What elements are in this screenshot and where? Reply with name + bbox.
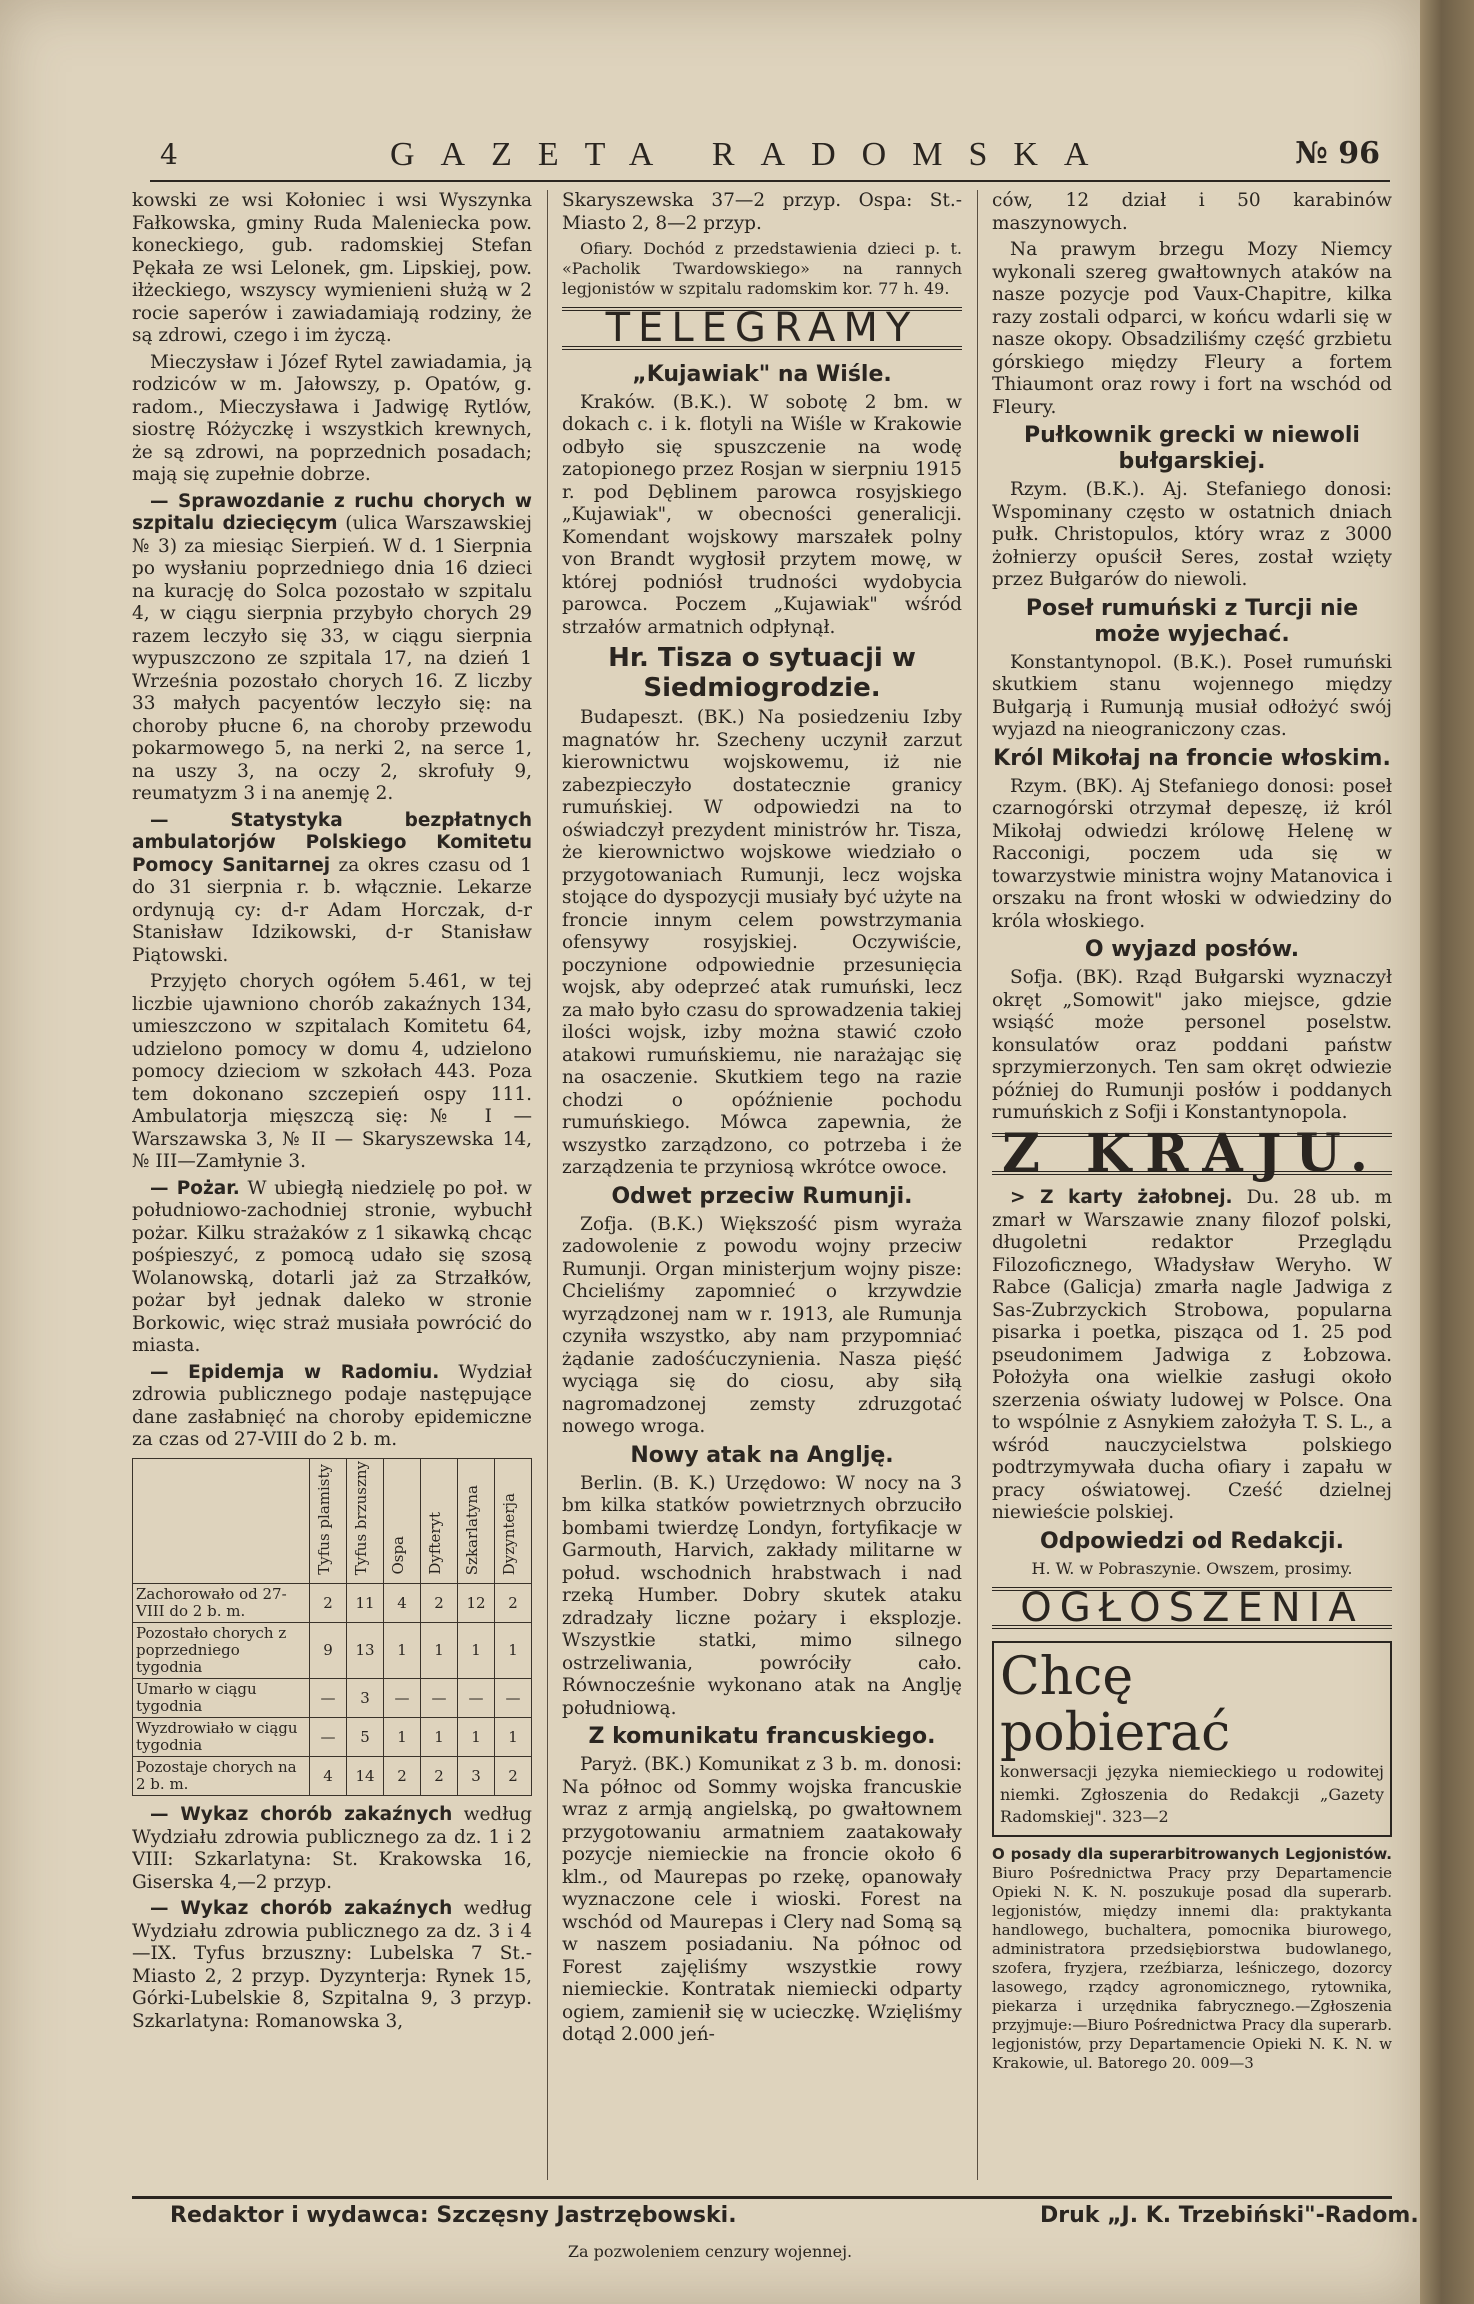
- article-sprawozdanie: [132, 491, 532, 806]
- table-cell: 5: [347, 1718, 384, 1757]
- page-number: 4: [160, 138, 178, 171]
- article-text: Wydział zdrowia publicznego podaje następujące dane zasłabnięć na choroby epidemiczne za czas od 27-VIII do 2 b. m.: [132, 1361, 532, 1450]
- article-text: Du. 28 ub. m zmarł w Warszawie znany filozof polski, długoletni redaktor Przeglądu Filozoficznego, Władysław Weryho. W Rabce (Galicja) zmarła nagle Jadwiga z Sas-Zubrzyckich Strobowa, popularna pisarka i poetka, pisząca od 1. 25 pod pseudonimem Jadwiga z Łobzowa. Położyła ona wielkie zasługi około szerzenia oświaty ludowej w Polsce. Ona to wspólnie z Asnykiem założyła T. S. L., a wśród nauczycielstwa polskiego podtrzymywała ducha ofiary i zapału w pracy oświatowej. Cześć dzielnej niewieście polskiej.: [992, 1187, 1392, 1523]
- advertisement: [992, 1641, 1392, 1837]
- article-text: Rzym. (BK). Aj Stefaniego donosi: poseł czarnogórski otrzymał depeszę, iż król Mikołaj odwiedzi królowę Helenę w Racconigi, poczem uda się w towarzystwie ministra wojny Matanovica i orszaku na front włoski w odwiedziny do króla włoskiego.: [992, 775, 1392, 932]
- article-text: Paryż. (BK.) Komunikat z 3 b. m. donosi: Na północ od Sommy wojska francuskie wraz z armją angielską, po gwałtownem przygotowaniu armatniem zaatakowały pozycje niemieckie na froncie około 6 klm., od Maurepas po rzekę, opanowały wyznaczone cele i wioski. Forest na wschód od Maurepas i Clery nad Somą są w naszem posiadaniu. Na północ od Forest zajęliśmy wszystkie rowy niemieckie. Kontratak niemiecki odparty ogiem, zamienił się w ucieczkę. Wzięliśmy dotąd 2.000 jeń-: [562, 1754, 962, 2045]
- table-row: [133, 1584, 532, 1623]
- article-headline: Poseł rumuński z Turcji nie może wyjechać.: [1025, 595, 1359, 647]
- column-header: Tyfus brzuszny: [347, 1458, 384, 1584]
- footer-rule: [132, 2196, 1392, 2199]
- column-header: Ospa: [384, 1458, 421, 1584]
- binding-spine: [1420, 0, 1474, 2304]
- epidemic-table: [132, 1458, 532, 1797]
- article-headline: Hr. Tisza o sytuacji w Siedmiogrodzie.: [608, 643, 916, 703]
- table-corner: [133, 1458, 310, 1584]
- table-cell: 2: [310, 1584, 347, 1623]
- table-cell: 11: [347, 1584, 384, 1623]
- paragraph: Ofiary. Dochód z przedstawienia dzieci p. t. «Pacholik Twardowskiego» na rannych legjonistów w szpitalu radomskim kor. 77 h. 49.: [562, 239, 962, 298]
- article-text: Zofja. (B.K.) Większość pism wyraża zadowolenie z powodu wojny przeciw Rumunji. Organ ministerjum wojny pisze: Chcieliśmy zapomnieć o krzywdzie wyrządzonej nam w r. 1913, ale Rumunja czyniła wszystko, aby nam przypomniać żądanie zadośćuczynienia. Nasza pięść wyciąga się do ciosu, aby siłą nagromadzonej zemsty zdruzgotać nowego wroga.: [562, 1213, 962, 1437]
- table-row: [133, 1718, 532, 1757]
- table-cell: —: [310, 1718, 347, 1757]
- article-headline: Król Mikołaj na froncie włoskim.: [993, 745, 1391, 771]
- article-wykaz-2: [132, 1898, 532, 2033]
- article-headline: Pułkownik grecki w niewoli bułgarskiej.: [1024, 423, 1360, 474]
- ogloszenia-heading: OGŁOSZENIA: [992, 1587, 1392, 1630]
- table-cell: 1: [495, 1718, 532, 1757]
- table-cell: 9: [310, 1623, 347, 1679]
- table-cell: 1: [458, 1623, 495, 1679]
- paragraph: Na prawym brzegu Mozy Niemcy wykonali szereg gwałtownych ataków na nasze pozycje pod Vaux-Chapitre, kilka razy zostali odparci, w końcu wdarli się w nasze okopy. Obsadziliśmy część grzbietu górskiego między Fleury a fortem Thiaumont oraz rowy i fort na wschód od Fleury.: [992, 239, 1392, 418]
- table-row: [133, 1679, 532, 1718]
- column-divider: [977, 190, 978, 2180]
- table-cell: 2: [384, 1757, 421, 1796]
- article-lead: — Wykaz chorób zakaźnych: [150, 1804, 453, 1826]
- table-cell: 2: [495, 1584, 532, 1623]
- footer-printer: Druk „J. K. Trzebiński"-Radom.: [1040, 2203, 1419, 2228]
- article-text: Sofja. (BK). Rząd Bułgarski wyznaczył okręt „Somowit" jako miejsce, gdzie wsiąść może personel poselstw. konsulatów oraz poddani państw sprzymierzonych. Ten sam okręt odwiezie później do Rumunji posłów i poddanych rumuńskich z Sofji i Konstantynopola.: [992, 967, 1392, 1123]
- table-cell: 1: [458, 1718, 495, 1757]
- article-lead: > Z karty żałobnej.: [1010, 1187, 1233, 1208]
- article-text: (ulica Warszawskiej № 3) za miesiąc Sierpień. W d. 1 Sierpnia po wysłaniu poprzedniego dnia 16 dzieci na kurację do Solca pozostało w szpitalu 4, w ciągu sierpnia przybyło chorych 29 razem leczyło się 33, w ciągu sierpnia wypuszczono ze szpitala 17, na dzień 1 Września pozostało chorych 16. Z liczby 33 małych pacyentów leczyło się: na choroby płucne 6, na choroby przewodu pokarmowego 5, na nerki 2, na serce 1, na uszy 3, na oczy 2, skrofuły 9, reumatyzm 3 i na anemję 2.: [132, 513, 532, 804]
- newspaper-title: GAZETA RADOMSKA: [390, 136, 1115, 173]
- article-text: Konstantynopol. (B.K.). Poseł rumuński skutkiem stanu wojennego między Bułgarją i Rumunją musiał odłożyć swój wyjazd na nieograniczony czas.: [992, 651, 1392, 740]
- article-text: Berlin. (B. K.) Urzędowo: W nocy na 3 bm kilka statków powietrznych obrzuciło bombami twierdzę Londyn, fortyfikacje w Garmouth, Harvich, zakłady militarne w połud. wschodnich hrabstwach i nad rzeką Humber. Dobry skutek ataku zdradzały liczne pożary i eksplozje. Wszystkie statki, mimo silnego ostrzeliwania, powróciły cało. Równocześnie wykonano atak na Anglję południową.: [562, 1472, 962, 1719]
- column-divider: [547, 190, 548, 2180]
- column-header: Dyfteryt: [421, 1458, 458, 1584]
- header-rule: [150, 180, 1390, 182]
- table-cell: 1: [384, 1623, 421, 1679]
- ad-text: konwersacji języka niemieckiego u rodowitej niemki. Zgłoszenia do Redakcji „Gazety Radomskiej". 323—2: [1000, 1762, 1384, 1826]
- table-cell: 3: [458, 1757, 495, 1796]
- column-2: [562, 190, 962, 2180]
- table-cell: 14: [347, 1757, 384, 1796]
- table-cell: —: [458, 1679, 495, 1718]
- telegramy-heading: TELEGRAMY: [562, 307, 962, 350]
- article-epidemja: [132, 1362, 532, 1452]
- article-text: Rzym. (B.K.). Aj. Stefaniego donosi: Wspominany często w ostatnich dniach pułk. Christopulos, który wraz z 3000 żołnierzy opuścił Seres, został wzięty przez Bułgarów do niewoli.: [992, 479, 1392, 590]
- paragraph: ców, 12 dział i 50 karabinów maszynowych.: [992, 190, 1392, 234]
- article-text: Kraków. (B.K.). W sobotę 2 bm. w dokach c. i k. flotyli na Wiśle w Krakowie odbyło się spuszczenie na wodę zatopionego przez Rosjan w sierpniu 1915 r. pod Dęblinem parowca rosyjskiego „Kujawiak", w obecności generalicji. Komendant wojskowy marszałek polny von Brandt wygłosił przytem mowę, w której podniósł trudności wydobycia parowca. Poczem „Kujawiak" wśród strzałów armatnich odpłynął.: [562, 391, 962, 638]
- article-headline: Nowy atak na Anglję.: [630, 1442, 894, 1468]
- row-label: Wyzdrowiało w ciągu tygodnia: [133, 1718, 310, 1757]
- odpowiedzi-heading: Odpowiedzi od Redakcji.: [1040, 1528, 1344, 1554]
- column-header: Dyzynterja: [495, 1458, 532, 1584]
- paragraph: Skaryszewska 37—2 przyp. Ospa: St.-Miasto 2, 8—2 przyp.: [562, 190, 962, 234]
- paragraph: Przyjęto chorych ogółem 5.461, w tej liczbie ujawniono chorób zakaźnych 134, umieszczono w szpitalach Komitetu 64, udzielono pomocy w domu 4, udzielono pomocy dzieciom w szkołach 443. Poza tem dokonano szczepień ospy 111. Ambulatorja mięszczą się: № I — Warszawska 3, № II — Skaryszewska 14, № III—Zamłynie 3.: [132, 971, 532, 1172]
- paragraph: kowski ze wsi Kołoniec i wsi Wyszynka Fałkowska, gminy Ruda Maleniecka pow. koneckiego, gub. radomskiej Stefan Pękała ze wsi Lelonek, gm. Lipskiej, pow. iłżeckiego, wszyscy wymienieni służą w 2 rocie saperów i zawiadamiają rodziny, że są zdrowi, czego i im życzą.: [132, 190, 532, 346]
- table-cell: 4: [310, 1757, 347, 1796]
- row-label: Pozostało chorych z poprzedniego tygodnia: [133, 1623, 310, 1679]
- column-3: [992, 190, 1392, 2180]
- column-header: Szkarlatyna: [458, 1458, 495, 1584]
- article-text: Budapeszt. (BK.) Na posiedzeniu Izby magnatów hr. Szecheny uczynił zarzut kierownictwu wojskowemu, iż nie zabezpieczyło dostatecznie granicy rumuńskiej. W odpowiedzi na to oświadczył prezydent ministrów hr. Tisza, że kierownictwo wojskowe wiedziało o przygotowaniach Rumunji, lecz wojska stojące do dyspozycji musiały być użyte na froncie innym celem powstrzymania ofensywy rosyjskiej. Oczywiście, poczynione odpowiednie przesunięcia wojsk, aby odeprzeć atak rumuński, lecz za mało było czasu do sprowadzenia takiej ilości wojsk, izby można stawić czoło atakowi rumuńskiemu, nie narażając się na osaczenie. Skutkiem tego na razie chodzi o opóźnienie pochodu rumuńskiego. Mówca zapewnia, że wszystko zarządzono, co potrzeba i że zarządzenia te przyniosą wkrótce owoce.: [562, 707, 962, 1178]
- table-cell: —: [421, 1679, 458, 1718]
- paragraph: Mieczysław i Józef Rytel zawiadamia, ją rodziców w m. Jałowszy, p. Opatów, g. radom., Mieczysława i Jadwigę Rytlów, siostrę Różyczkę i wszystkich krewnych, że są zdrowi, na poprzednich posadach; mają się zupełnie dobrze.: [132, 351, 532, 485]
- ad-headline: Chcę pobierać: [1000, 1647, 1231, 1763]
- article-headline: Odwet przeciw Rumunji.: [611, 1183, 913, 1209]
- article-text: według Wydziału zdrowia publicznego za dz. 3 i 4—IX. Tyfus brzuszny: Lubelska 7 St.-Miasto 2, 2 przyp. Dyzynterja: Rynek 15, Górki-Lubelskie 8, Szpitalna 9, 3 przyp. Szkarlatyna: Romanowska 3,: [132, 1898, 532, 2032]
- article-lead: — Pożar.: [150, 1177, 240, 1199]
- censorship-note: Za pozwoleniem cenzury wojennej.: [567, 2242, 853, 2261]
- article-text: W ubiegłą niedzielę po poł. w południowo-zachodniej stronie, wybuchł pożar. Kilku strażaków z 1 sikawką chcąc pośpieszyć, z pomocą udało się szosą Wolanowską, dotarli jaż za Strzałków, pożar był jednak daleko w stronie Borkowic, więc straż musiała powrócić do miasta.: [132, 1177, 532, 1356]
- table-cell: 1: [421, 1623, 458, 1679]
- table-cell: 1: [421, 1718, 458, 1757]
- article-headline: „Kujawiak" na Wiśle.: [632, 361, 892, 387]
- article-lead: — Sprawozdanie z ruchu chorych w szpitalu dziecięcym: [132, 490, 532, 534]
- table-cell: 2: [495, 1757, 532, 1796]
- table-cell: 1: [384, 1718, 421, 1757]
- odpowiedzi-text: H. W. w Pobraszynie. Owszem, prosimy.: [1031, 1558, 1353, 1578]
- advertisement-posady: [992, 1845, 1392, 2073]
- row-label: Zachorowało od 27-VIII do 2 b. m.: [133, 1584, 310, 1623]
- row-label: Umarło w ciągu tygodnia: [133, 1679, 310, 1718]
- table-cell: 2: [421, 1584, 458, 1623]
- table-cell: 1: [495, 1623, 532, 1679]
- page-header: [150, 132, 1390, 176]
- table-cell: —: [310, 1679, 347, 1718]
- column-1: [132, 190, 532, 2180]
- article-pozar: [132, 1178, 532, 1358]
- z-kraju-heading: Z KRAJU.: [992, 1133, 1392, 1176]
- table-cell: —: [495, 1679, 532, 1718]
- article-lead: — Epidemja w Radomiu.: [150, 1361, 440, 1383]
- table-cell: 2: [421, 1757, 458, 1796]
- table-cell: 4: [384, 1584, 421, 1623]
- article-text: według Wydziału zdrowia publicznego za dz. 1 i 2 VIII: Szkarlatyna: St. Krakowska 16, Giserska 4,—2 przyp.: [132, 1804, 532, 1893]
- table-cell: —: [384, 1679, 421, 1718]
- issue-number: № 96: [1295, 136, 1380, 171]
- article-text: za okres czasu od 1 do 31 sierpnia r. b. włącznie. Lekarze ordynują cy: d-r Adam Horczak, d-r Stanisław Idzikowski, d-r Stanisław Piątowski.: [132, 854, 532, 966]
- article-lead: — Wykaz chorób zakaźnych: [150, 1898, 453, 1920]
- column-header: Tyfus plamisty: [310, 1458, 347, 1584]
- ad-text: Biuro Pośrednictwa Pracy przy Departamencie Opieki N. K. N. poszukuje posad dla superarb. legjonistów, między innemi dla: praktykanta handlowego, buchaltera, pomocnika biurowego, administratora przedsiębiorstwa budowlanego, szofera, fryzjera, rzeźbiarza, leśniczego, dozorcy lasowego, rządcy agronomicznego, rytownika, piekarza i urzędnika fabrycznego.—Zgłoszenia przyjmuje:—Biuro Pośrednictwa Pracy dla superarb. legjonistów, przy Departamencie Opieki N. K. N. w Krakowie, ul. Batorego 20. 009—3: [992, 1863, 1392, 2072]
- row-label: Pozostaje chorych na 2 b. m.: [133, 1757, 310, 1796]
- table-row: [133, 1757, 532, 1796]
- article-headline: Z komunikatu francuskiego.: [588, 1724, 936, 1749]
- table-cell: 13: [347, 1623, 384, 1679]
- article-zaloba: [992, 1187, 1392, 1525]
- ad-lead: O posady dla superarbitrowanych Legjonistów.: [992, 1844, 1392, 1863]
- article-wykaz-1: [132, 1804, 532, 1894]
- table-row: [133, 1623, 532, 1679]
- table-cell: 3: [347, 1679, 384, 1718]
- table-header-row: [133, 1458, 532, 1584]
- article-statystyka: [132, 810, 532, 968]
- article-lead: — Statystyka bezpłatnych ambulatorjów Polskiego Komitetu Pomocy Sanitarnej: [132, 809, 532, 876]
- table-cell: 12: [458, 1584, 495, 1623]
- article-headline: O wyjazd posłów.: [1084, 937, 1300, 962]
- footer-editor: Redaktor i wydawca: Szczęsny Jastrzębowski.: [170, 2203, 737, 2228]
